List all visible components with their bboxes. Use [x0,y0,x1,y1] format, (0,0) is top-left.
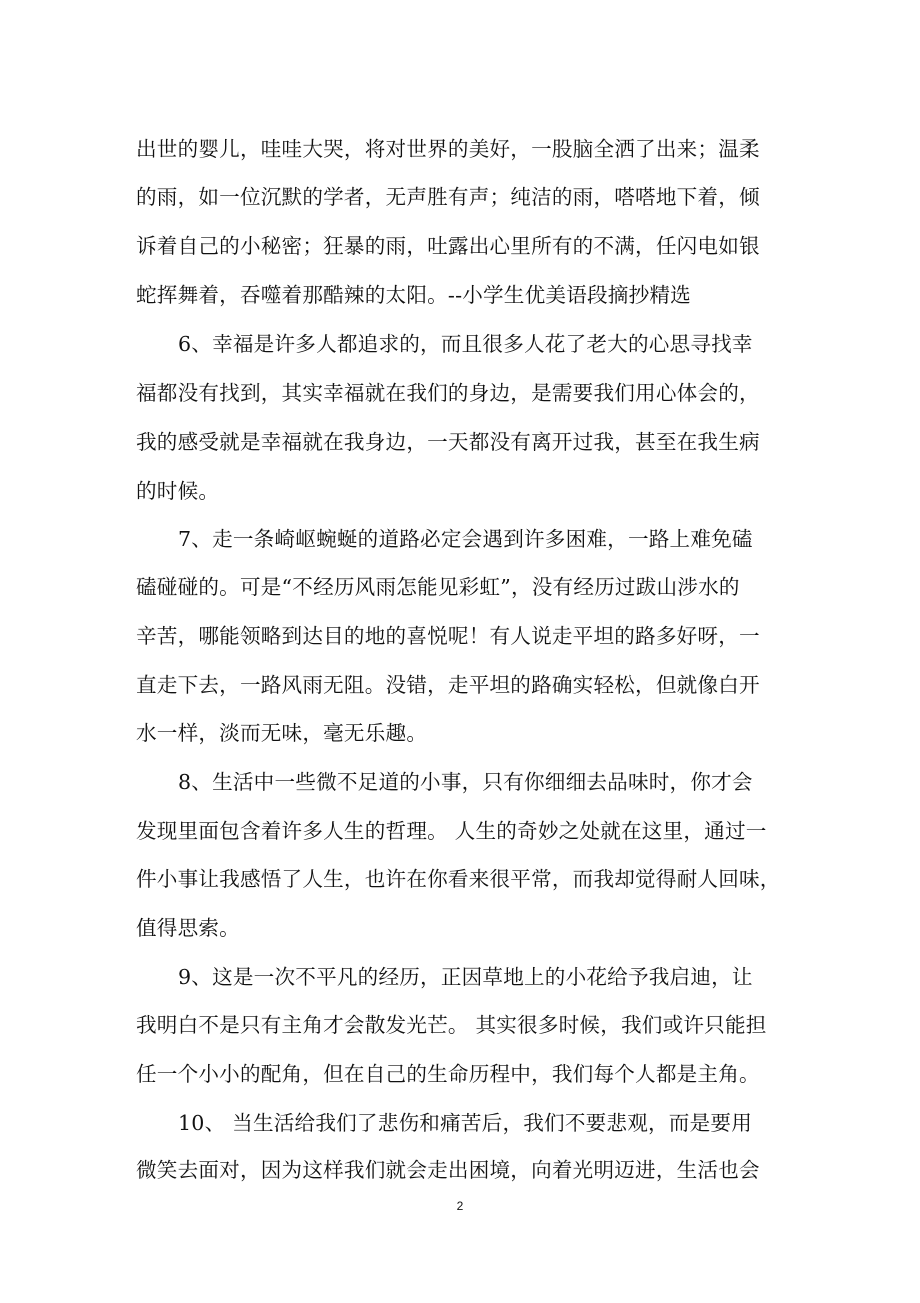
text-line: 我明白不是只有主角才会散发光芒。 其实很多时候，我们或许只能担 [136,1013,767,1037]
paragraph-6-first-line: 6、幸福是许多人都追求的，而且很多人花了老大的心思寻找幸 [178,332,753,356]
text-line: 发现里面包含着许多人生的哲理。 人生的奇妙之处就在这里，通过一 [136,819,767,843]
paragraph-8-first-line: 8、生活中一些微不足道的小事，只有你细细去品味时，你才会 [178,770,753,794]
text-line: 任一个小小的配角，但在自己的生命历程中，我们每个人都是主角。 [136,1062,760,1086]
text-line: 直走下去，一路风雨无阻。没错，走平坦的路确实轻松，但就像白开 [136,673,760,697]
text-line: 磕碰碰的。可是“不经历风雨怎能见彩虹”，没有经历过跋山涉水的 [136,575,740,599]
text-line: 的雨，如一位沉默的学者，无声胜有声；纯洁的雨，嗒嗒地下着，倾 [136,185,760,209]
text-line: 我的感受就是幸福就在我身边，一天都没有离开过我，甚至在我生病 [136,430,760,454]
text-line: 件小事让我感悟了人生，也许在你看来很平常，而我却觉得耐人回味， [136,867,781,891]
text-line: 辛苦，哪能领略到达目的地的喜悦呢！有人说走平坦的路多好呀，一 [136,624,760,648]
text-line: 出世的婴儿，哇哇大哭，将对世界的美好，一股脑全洒了出来；温柔 [136,137,760,161]
text-line: 蛇挥舞着，吞噬着那酷辣的太阳。--小学生优美语段摘抄精选 [136,283,691,307]
text-line: 微笑去面对，因为这样我们就会走出困境，向着光明迈进，生活也会 [136,1158,760,1182]
text-line: 值得思索。 [136,916,240,940]
paragraph-10-first-line: 10、 当生活给我们了悲伤和痛苦后，我们不要悲观，而是要用 [178,1111,752,1135]
page-number: 2 [456,1199,464,1213]
text-line: 的时候。 [136,479,220,503]
text-line: 福都没有找到，其实幸福就在我们的身边，是需要我们用心体会的， [136,381,760,405]
paragraph-7-first-line: 7、走一条崎岖蜿蜒的道路必定会遇到许多困难，一路上难免磕 [178,527,753,551]
text-line: 诉着自己的小秘密；狂暴的雨，吐露出心里所有的不满，任闪电如银 [136,234,760,258]
paragraph-9-first-line: 9、这是一次不平凡的经历，正因草地上的小花给予我启迪，让 [178,965,753,989]
text-line: 水一样，淡而无味，毫无乐趣。 [136,721,428,745]
